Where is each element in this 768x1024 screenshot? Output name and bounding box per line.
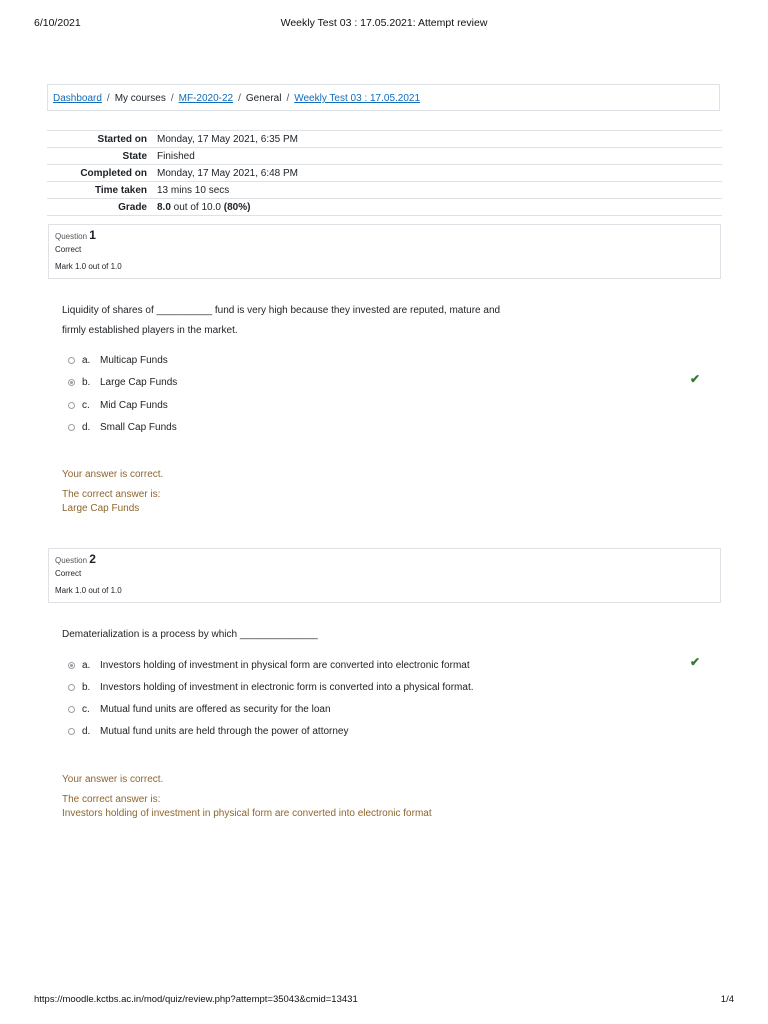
summary-row-grade bbox=[47, 199, 722, 216]
state-label: State bbox=[47, 148, 157, 165]
question-1-text bbox=[62, 301, 522, 341]
grade-out-of: out of 10.0 bbox=[170, 201, 224, 213]
question-text-line: Liquidity of shares of __________ fund is very high because they invested are reputed, mature and bbox=[62, 305, 501, 316]
radio-button[interactable] bbox=[68, 402, 75, 409]
option-text: Large Cap Funds bbox=[100, 376, 178, 388]
q1-option-b[interactable] bbox=[68, 375, 177, 389]
radio-button[interactable] bbox=[68, 684, 75, 691]
grade-percent: (80%) bbox=[223, 201, 251, 213]
question-number bbox=[55, 552, 720, 566]
page-number: 1/4 bbox=[720, 994, 734, 1005]
question-state: Correct bbox=[55, 569, 82, 578]
correct-answer: Large Cap Funds bbox=[62, 503, 140, 514]
correct-answer: Investors holding of investment in physical form are converted into electronic format bbox=[62, 808, 432, 819]
print-date: 6/10/2021 bbox=[34, 17, 81, 29]
question-1-feedback bbox=[62, 468, 163, 516]
summary-row-time bbox=[47, 182, 722, 199]
started-on-label: Started on bbox=[47, 131, 157, 148]
breadcrumb-course-link[interactable]: MF-2020-22 bbox=[178, 93, 234, 104]
option-text: Mutual fund units are offered as security for the loan bbox=[100, 703, 331, 715]
feedback-text: Your answer is correct. bbox=[62, 469, 164, 480]
breadcrumb-separator: / bbox=[238, 93, 241, 104]
option-letter: d. bbox=[82, 725, 91, 737]
state-value: Finished bbox=[157, 148, 722, 165]
option-text: Multicap Funds bbox=[100, 354, 168, 366]
breadcrumb-dashboard-link[interactable]: Dashboard bbox=[53, 93, 102, 104]
question-2-text bbox=[62, 625, 522, 645]
q2-option-d[interactable] bbox=[68, 724, 349, 738]
question-2-feedback bbox=[62, 773, 432, 821]
radio-button[interactable] bbox=[68, 728, 75, 735]
option-letter: a. bbox=[82, 659, 91, 671]
completed-on-label: Completed on bbox=[47, 165, 157, 182]
question-2-info bbox=[48, 548, 721, 603]
time-taken-value: 13 mins 10 secs bbox=[157, 182, 722, 199]
summary-row-state bbox=[47, 148, 722, 165]
question-mark: Mark 1.0 out of 1.0 bbox=[55, 262, 122, 271]
print-title: Weekly Test 03 : 17.05.2021: Attempt review bbox=[280, 17, 488, 29]
question-state: Correct bbox=[55, 245, 82, 254]
breadcrumb bbox=[47, 84, 720, 111]
q2-option-a[interactable] bbox=[68, 658, 470, 672]
summary-row-completed bbox=[47, 165, 722, 182]
radio-button-selected[interactable] bbox=[68, 662, 75, 669]
radio-button[interactable] bbox=[68, 424, 75, 431]
correct-answer-label: The correct answer is: bbox=[62, 794, 161, 805]
option-letter: c. bbox=[82, 399, 90, 411]
page-url: https://moodle.kctbs.ac.in/mod/quiz/review.php?attempt=35043&cmid=13431 bbox=[34, 994, 358, 1005]
option-letter: b. bbox=[82, 376, 91, 388]
attempt-summary-table bbox=[47, 130, 722, 216]
breadcrumb-quiz-link[interactable]: Weekly Test 03 : 17.05.2021 bbox=[294, 93, 421, 104]
question-text-line: firmly established players in the market. bbox=[62, 325, 238, 336]
grade-value bbox=[157, 199, 722, 216]
check-icon: ✔ bbox=[690, 655, 701, 669]
q1-option-a[interactable] bbox=[68, 353, 168, 367]
radio-button-selected[interactable] bbox=[68, 379, 75, 386]
check-icon: ✔ bbox=[690, 372, 701, 386]
feedback-text: Your answer is correct. bbox=[62, 774, 164, 785]
completed-on-value: Monday, 17 May 2021, 6:48 PM bbox=[157, 165, 722, 182]
grade-label: Grade bbox=[47, 199, 157, 216]
correct-answer-label: The correct answer is: bbox=[62, 489, 161, 500]
time-taken-label: Time taken bbox=[47, 182, 157, 199]
breadcrumb-my-courses: My courses bbox=[114, 93, 166, 104]
option-text: Mutual fund units are held through the power of attorney bbox=[100, 725, 349, 737]
question-1-info bbox=[48, 224, 721, 279]
started-on-value: Monday, 17 May 2021, 6:35 PM bbox=[157, 131, 722, 148]
radio-button[interactable] bbox=[68, 706, 75, 713]
breadcrumb-separator: / bbox=[170, 93, 174, 104]
option-letter: a. bbox=[82, 354, 91, 366]
question-mark: Mark 1.0 out of 1.0 bbox=[55, 586, 122, 595]
summary-row-started bbox=[47, 131, 722, 148]
q1-option-d[interactable] bbox=[68, 420, 177, 434]
grade-score: 8.0 bbox=[157, 201, 171, 213]
q2-option-b[interactable] bbox=[68, 680, 474, 694]
q1-option-c[interactable] bbox=[68, 398, 168, 412]
option-letter: b. bbox=[82, 681, 91, 693]
option-text: Investors holding of investment in electronic form is converted into a physical format. bbox=[100, 681, 474, 693]
breadcrumb-section: General bbox=[245, 93, 282, 104]
breadcrumb-separator: / bbox=[106, 93, 110, 104]
question-number-value: 2 bbox=[89, 552, 96, 566]
breadcrumb-separator: / bbox=[286, 93, 290, 104]
question-number bbox=[55, 228, 720, 242]
option-letter: c. bbox=[82, 703, 90, 715]
radio-button[interactable] bbox=[68, 357, 75, 364]
option-text: Investors holding of investment in physical form are converted into electronic format bbox=[100, 659, 470, 671]
question-number-value: 1 bbox=[89, 228, 96, 242]
print-header bbox=[0, 17, 768, 31]
q2-option-c[interactable] bbox=[68, 702, 331, 716]
option-letter: d. bbox=[82, 421, 91, 433]
question-text-line: Dematerialization is a process by which ______________ bbox=[62, 629, 318, 640]
question-label: Question bbox=[55, 232, 88, 241]
option-text: Mid Cap Funds bbox=[100, 399, 168, 411]
question-label: Question bbox=[55, 556, 88, 565]
option-text: Small Cap Funds bbox=[100, 421, 177, 433]
